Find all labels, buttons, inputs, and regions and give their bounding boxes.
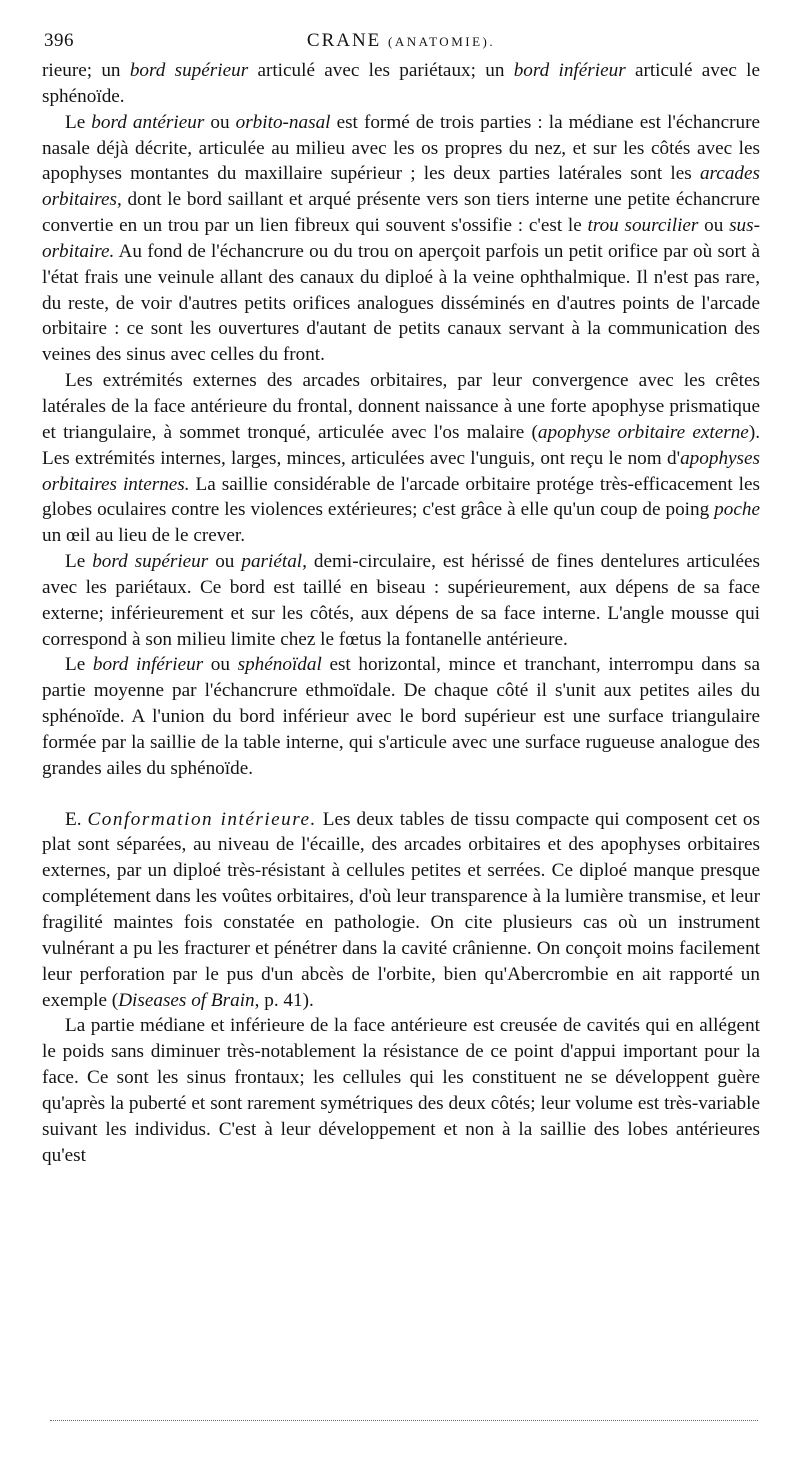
running-header bbox=[42, 30, 760, 58]
text-run: un œil au lieu de le crever. bbox=[42, 525, 245, 547]
text-run: E. bbox=[65, 808, 88, 830]
text-run: ou bbox=[208, 551, 242, 573]
text-run: ou bbox=[698, 215, 730, 237]
paragraph bbox=[42, 1013, 760, 1168]
text-run: articulé avec le sphénoïde. bbox=[42, 60, 761, 107]
text-run: Les deux tables de tissu compacte qui composent cet os plat sont séparées, au niveau de l'écaille, des arcades orbitaires et des apophyses orbitaires externes, par un diploé très-résistant à cellules petites et serrées. Ce diploé manque presque complétement dans les voûtes orbitaires, d'où leur transparence à la lumière transmise, et leur fragilité maintes fois constatée en pathologie. On cite plusieurs cas où un instrument vulnérant a pu les fracturer et pénétrer dans la cavité crânienne. On conçoit moins facilement leur perforation par le pus d'un abcès de l'orbite, bien qu'Abercrombie en ait rapporté un exemple ( bbox=[42, 808, 760, 1011]
italic-run: Diseases of Brain bbox=[118, 989, 255, 1011]
italic-run: bord inférieur bbox=[92, 654, 204, 676]
italic-run: arcades orbitaires bbox=[42, 163, 760, 211]
italic-run: bord inférieur bbox=[513, 60, 626, 81]
text-run: Les extrémités externes des arcades orbitaires, par leur convergence avec les crêtes latérales de la face antérieure du frontal, donnent naissance à une forte apophyse prismatique et triangulaire, à sommet tronqué, articulée avec l'os malaire ( bbox=[42, 370, 760, 443]
text-run: , p. 41). bbox=[254, 989, 314, 1011]
text-run: ou bbox=[204, 111, 236, 133]
italic-run: bord antérieur bbox=[91, 111, 205, 133]
text-run: La saillie considérable de l'arcade orbitaire protége très-efficacement les globes oculaires contre les violences extérieures; c'est grâce à elle qu'un coup de poing bbox=[42, 473, 760, 521]
text-run: Le bbox=[65, 551, 93, 573]
paragraph bbox=[42, 368, 760, 549]
italic-run: bord supérieur bbox=[92, 551, 209, 573]
text-run: est horizontal, mince et tranchant, interrompu dans sa partie moyenne par l'échancrure ethmoïdale. De chaque côté il s'unit aux petites ailes du sphénoïde. A l'union du bord inférieur avec le bord supérieur est une surface triangulaire formée par la saillie de la table interne, qui s'articule avec une surface rugueuse analogue des grandes ailes du sphénoïde. bbox=[42, 654, 760, 779]
italic-run: apophyse orbitaire externe bbox=[537, 421, 749, 443]
text-run: Au fond de l'échancrure ou du trou on aperçoit parfois un petit orifice par où sort à l'état frais une veinule allant des canaux du diploé à la veine ophthalmique. Il n'est pas rare, du reste, de voir d'autres petits orifices analogues disséminés en d'autres points de l'arcade orbitaire : ce sont les ouvertures d'autant de petits canaux servant à la communication des veines des sinus avec celles du front. bbox=[42, 240, 760, 366]
text-run: articulé avec les pariétaux; un bbox=[248, 60, 514, 81]
italic-run: orbito-nasal bbox=[235, 111, 331, 133]
text-run: demi-circulaire, est hérissé de fines dentelures articulées avec les pariétaux. Ce bord est taillé en biseau : supérieurement, aux dépens de sa face externe; inférieurement et sur les côtés, aux dépens de sa face interne. L'angle mousse qui correspond à son milieu limite chez le fœtus la fontanelle antérieure. bbox=[42, 551, 760, 650]
italic-run: sus-orbitaire. bbox=[42, 215, 760, 262]
text-run: , dont le bord saillant et arqué présente vers son tiers interne une petite échancrure convertie en un trou par un lien fibreux qui souvent s'ossifie : c'est le bbox=[42, 189, 760, 237]
paragraph-section-e bbox=[42, 807, 760, 1014]
running-title-main: CRANE bbox=[306, 30, 382, 51]
running-title-subtitle: (ANATOMIE). bbox=[388, 34, 496, 49]
footer-dotted-rule bbox=[50, 1420, 758, 1421]
italic-run: apophyses orbitaires internes. bbox=[42, 447, 760, 495]
text-run: La partie médiane et inférieure de la face antérieure est creusée de cavités qui en allégent le poids sans diminuer très-notablement la résistance de ce point d'appui important pour la face. Ce sont les sinus frontaux; les cellules qui les constituent ne se développent guère qu'après la puberté et sont rarement symétriques des deux côtés; leur volume est très-variable suivant les individus. C'est à leur développement et non à la saillie des lobes antérieures qu'est bbox=[42, 1015, 760, 1166]
italic-run: sphénoïdal bbox=[237, 654, 322, 676]
section-gap bbox=[42, 782, 760, 807]
italic-run: pariétal, bbox=[241, 551, 307, 573]
running-title bbox=[42, 30, 760, 52]
paragraph bbox=[42, 549, 760, 652]
text-run: Le bbox=[65, 654, 93, 676]
italic-run: poche bbox=[714, 499, 760, 521]
paragraph bbox=[42, 110, 760, 368]
text-run: rieure; un bbox=[42, 60, 130, 81]
body-text bbox=[42, 58, 760, 1168]
text-run: est formé de trois parties : la médiane est l'échancrure nasale déjà décrite, articulée au milieu avec les os propres du nez, et sur les côtés avec les apophyses montantes du maxillaire supérieur ; les deux parties latérales sont les bbox=[42, 111, 760, 185]
text-run: Le bbox=[65, 111, 92, 133]
italic-run: bord supérieur bbox=[129, 60, 249, 81]
paragraph bbox=[42, 58, 760, 110]
paragraph bbox=[42, 652, 760, 781]
italic-run: trou sourcilier bbox=[587, 215, 699, 237]
text-run: ). Les extrémités internes, larges, minces, articulées avec l'unguis, ont reçu le nom d' bbox=[42, 421, 760, 469]
page-number: 396 bbox=[44, 30, 74, 51]
section-label: Conformation intérieure. bbox=[87, 808, 317, 830]
text-run: ou bbox=[203, 654, 238, 676]
